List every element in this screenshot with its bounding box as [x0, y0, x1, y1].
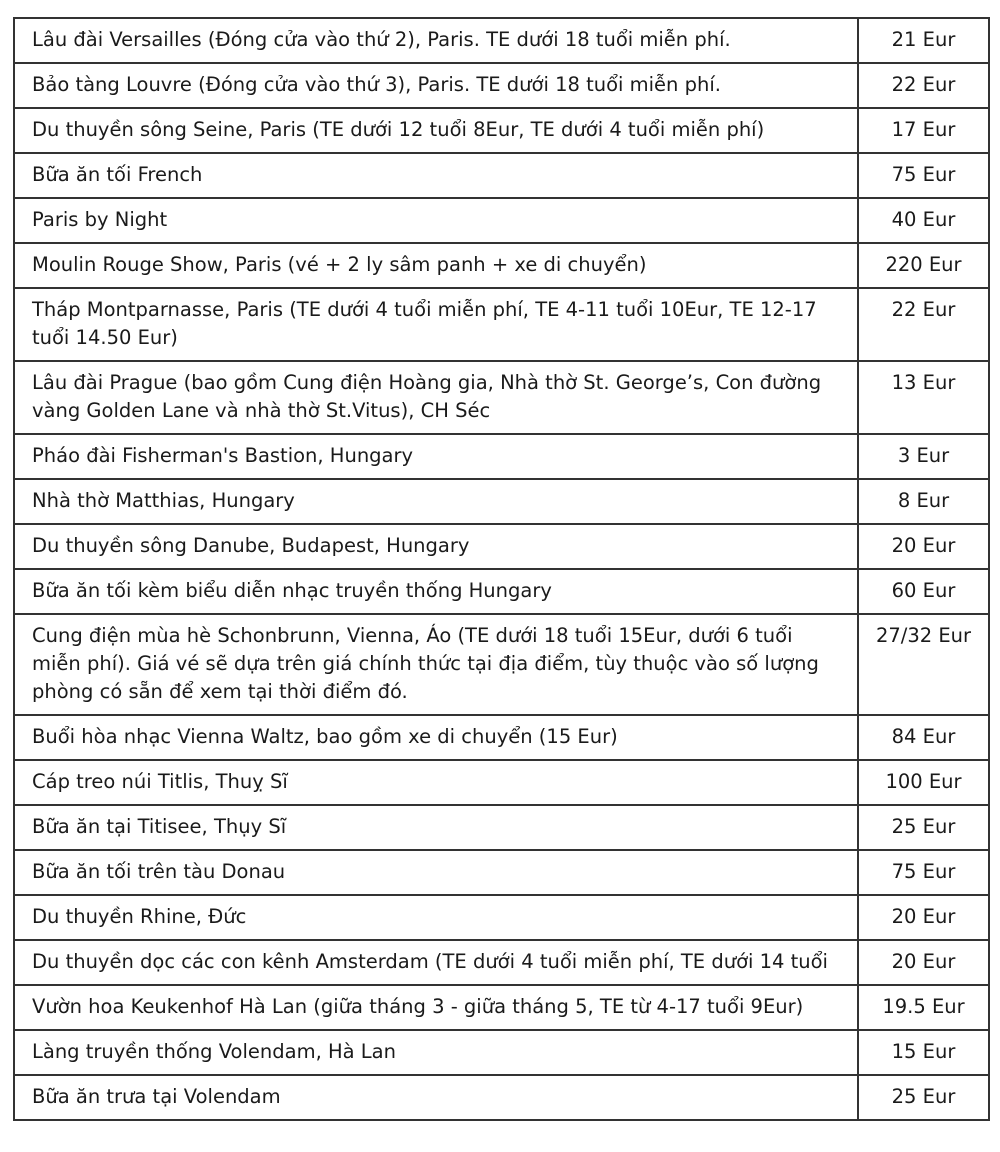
- activity-description: Du thuyền Rhine, Đức: [14, 895, 858, 940]
- table-row: [14, 198, 989, 243]
- table-row: [14, 108, 989, 153]
- activity-description: Bữa ăn tối trên tàu Donau: [14, 850, 858, 895]
- table-row: [14, 895, 989, 940]
- table-row: [14, 1075, 989, 1120]
- table-row: [14, 243, 989, 288]
- activity-description: Cung điện mùa hè Schonbrunn, Vienna, Áo (TE dưới 18 tuổi 15Eur, dưới 6 tuổi miễn phí). Giá vé sẽ dựa trên giá chính thức tại địa điểm, tùy thuộc vào số lượng phòng có sẵn để xem tại thời điểm đó.: [14, 614, 858, 715]
- activity-description: Nhà thờ Matthias, Hungary: [14, 479, 858, 524]
- table-row: [14, 18, 989, 63]
- activity-price: 22 Eur: [858, 288, 989, 361]
- table-row: [14, 850, 989, 895]
- activity-price: 60 Eur: [858, 569, 989, 614]
- activity-description: Buổi hòa nhạc Vienna Waltz, bao gồm xe di chuyển (15 Eur): [14, 715, 858, 760]
- activity-price: 84 Eur: [858, 715, 989, 760]
- activity-description: Bữa ăn trưa tại Volendam: [14, 1075, 858, 1120]
- price-table-body: [14, 18, 989, 1120]
- activity-description: Làng truyền thống Volendam, Hà Lan: [14, 1030, 858, 1075]
- activity-description: Bữa ăn tại Titisee, Thụy Sĩ: [14, 805, 858, 850]
- activity-price: 75 Eur: [858, 153, 989, 198]
- activity-description: Du thuyền dọc các con kênh Amsterdam (TE dưới 4 tuổi miễn phí, TE dưới 14 tuổi: [14, 940, 858, 985]
- activity-price: 40 Eur: [858, 198, 989, 243]
- table-row: [14, 715, 989, 760]
- activity-description: Lâu đài Versailles (Đóng cửa vào thứ 2), Paris. TE dưới 18 tuổi miễn phí.: [14, 18, 858, 63]
- table-row: [14, 1030, 989, 1075]
- activity-price: 20 Eur: [858, 895, 989, 940]
- activity-description: Du thuyền sông Seine, Paris (TE dưới 12 tuổi 8Eur, TE dưới 4 tuổi miễn phí): [14, 108, 858, 153]
- activity-price: 20 Eur: [858, 524, 989, 569]
- activity-price: 21 Eur: [858, 18, 989, 63]
- activity-price: 13 Eur: [858, 361, 989, 434]
- activity-price: 25 Eur: [858, 805, 989, 850]
- activity-price: 8 Eur: [858, 479, 989, 524]
- activity-description: Moulin Rouge Show, Paris (vé + 2 ly sâm panh + xe di chuyển): [14, 243, 858, 288]
- table-row: [14, 153, 989, 198]
- activity-price: 75 Eur: [858, 850, 989, 895]
- table-row: [14, 614, 989, 715]
- table-row: [14, 63, 989, 108]
- activity-price: 20 Eur: [858, 940, 989, 985]
- activity-price: 19.5 Eur: [858, 985, 989, 1030]
- table-row: [14, 361, 989, 434]
- activity-price: 17 Eur: [858, 108, 989, 153]
- table-row: [14, 805, 989, 850]
- table-row: [14, 524, 989, 569]
- activity-description: Bảo tàng Louvre (Đóng cửa vào thứ 3), Paris. TE dưới 18 tuổi miễn phí.: [14, 63, 858, 108]
- activity-description: Pháo đài Fisherman's Bastion, Hungary: [14, 434, 858, 479]
- activity-price: 22 Eur: [858, 63, 989, 108]
- activity-price: 100 Eur: [858, 760, 989, 805]
- table-row: [14, 288, 989, 361]
- activity-price: 27/32 Eur: [858, 614, 989, 715]
- table-row: [14, 940, 989, 985]
- activity-price: 3 Eur: [858, 434, 989, 479]
- table-row: [14, 569, 989, 614]
- table-row: [14, 434, 989, 479]
- activity-description: Lâu đài Prague (bao gồm Cung điện Hoàng gia, Nhà thờ St. George’s, Con đường vàng Golden Lane và nhà thờ St.Vitus), CH Séc: [14, 361, 858, 434]
- table-row: [14, 985, 989, 1030]
- activity-description: Du thuyền sông Danube, Budapest, Hungary: [14, 524, 858, 569]
- table-row: [14, 760, 989, 805]
- activity-price: 25 Eur: [858, 1075, 989, 1120]
- table-row: [14, 479, 989, 524]
- activity-description: Tháp Montparnasse, Paris (TE dưới 4 tuổi miễn phí, TE 4-11 tuổi 10Eur, TE 12-17 tuổi 14.50 Eur): [14, 288, 858, 361]
- activity-price: 220 Eur: [858, 243, 989, 288]
- activity-description: Bữa ăn tối French: [14, 153, 858, 198]
- price-table: [13, 17, 990, 1121]
- activity-description: Bữa ăn tối kèm biểu diễn nhạc truyền thống Hungary: [14, 569, 858, 614]
- activity-description: Cáp treo núi Titlis, Thuỵ Sĩ: [14, 760, 858, 805]
- activity-description: Paris by Night: [14, 198, 858, 243]
- activity-description: Vườn hoa Keukenhof Hà Lan (giữa tháng 3 - giữa tháng 5, TE từ 4-17 tuổi 9Eur): [14, 985, 858, 1030]
- activity-price: 15 Eur: [858, 1030, 989, 1075]
